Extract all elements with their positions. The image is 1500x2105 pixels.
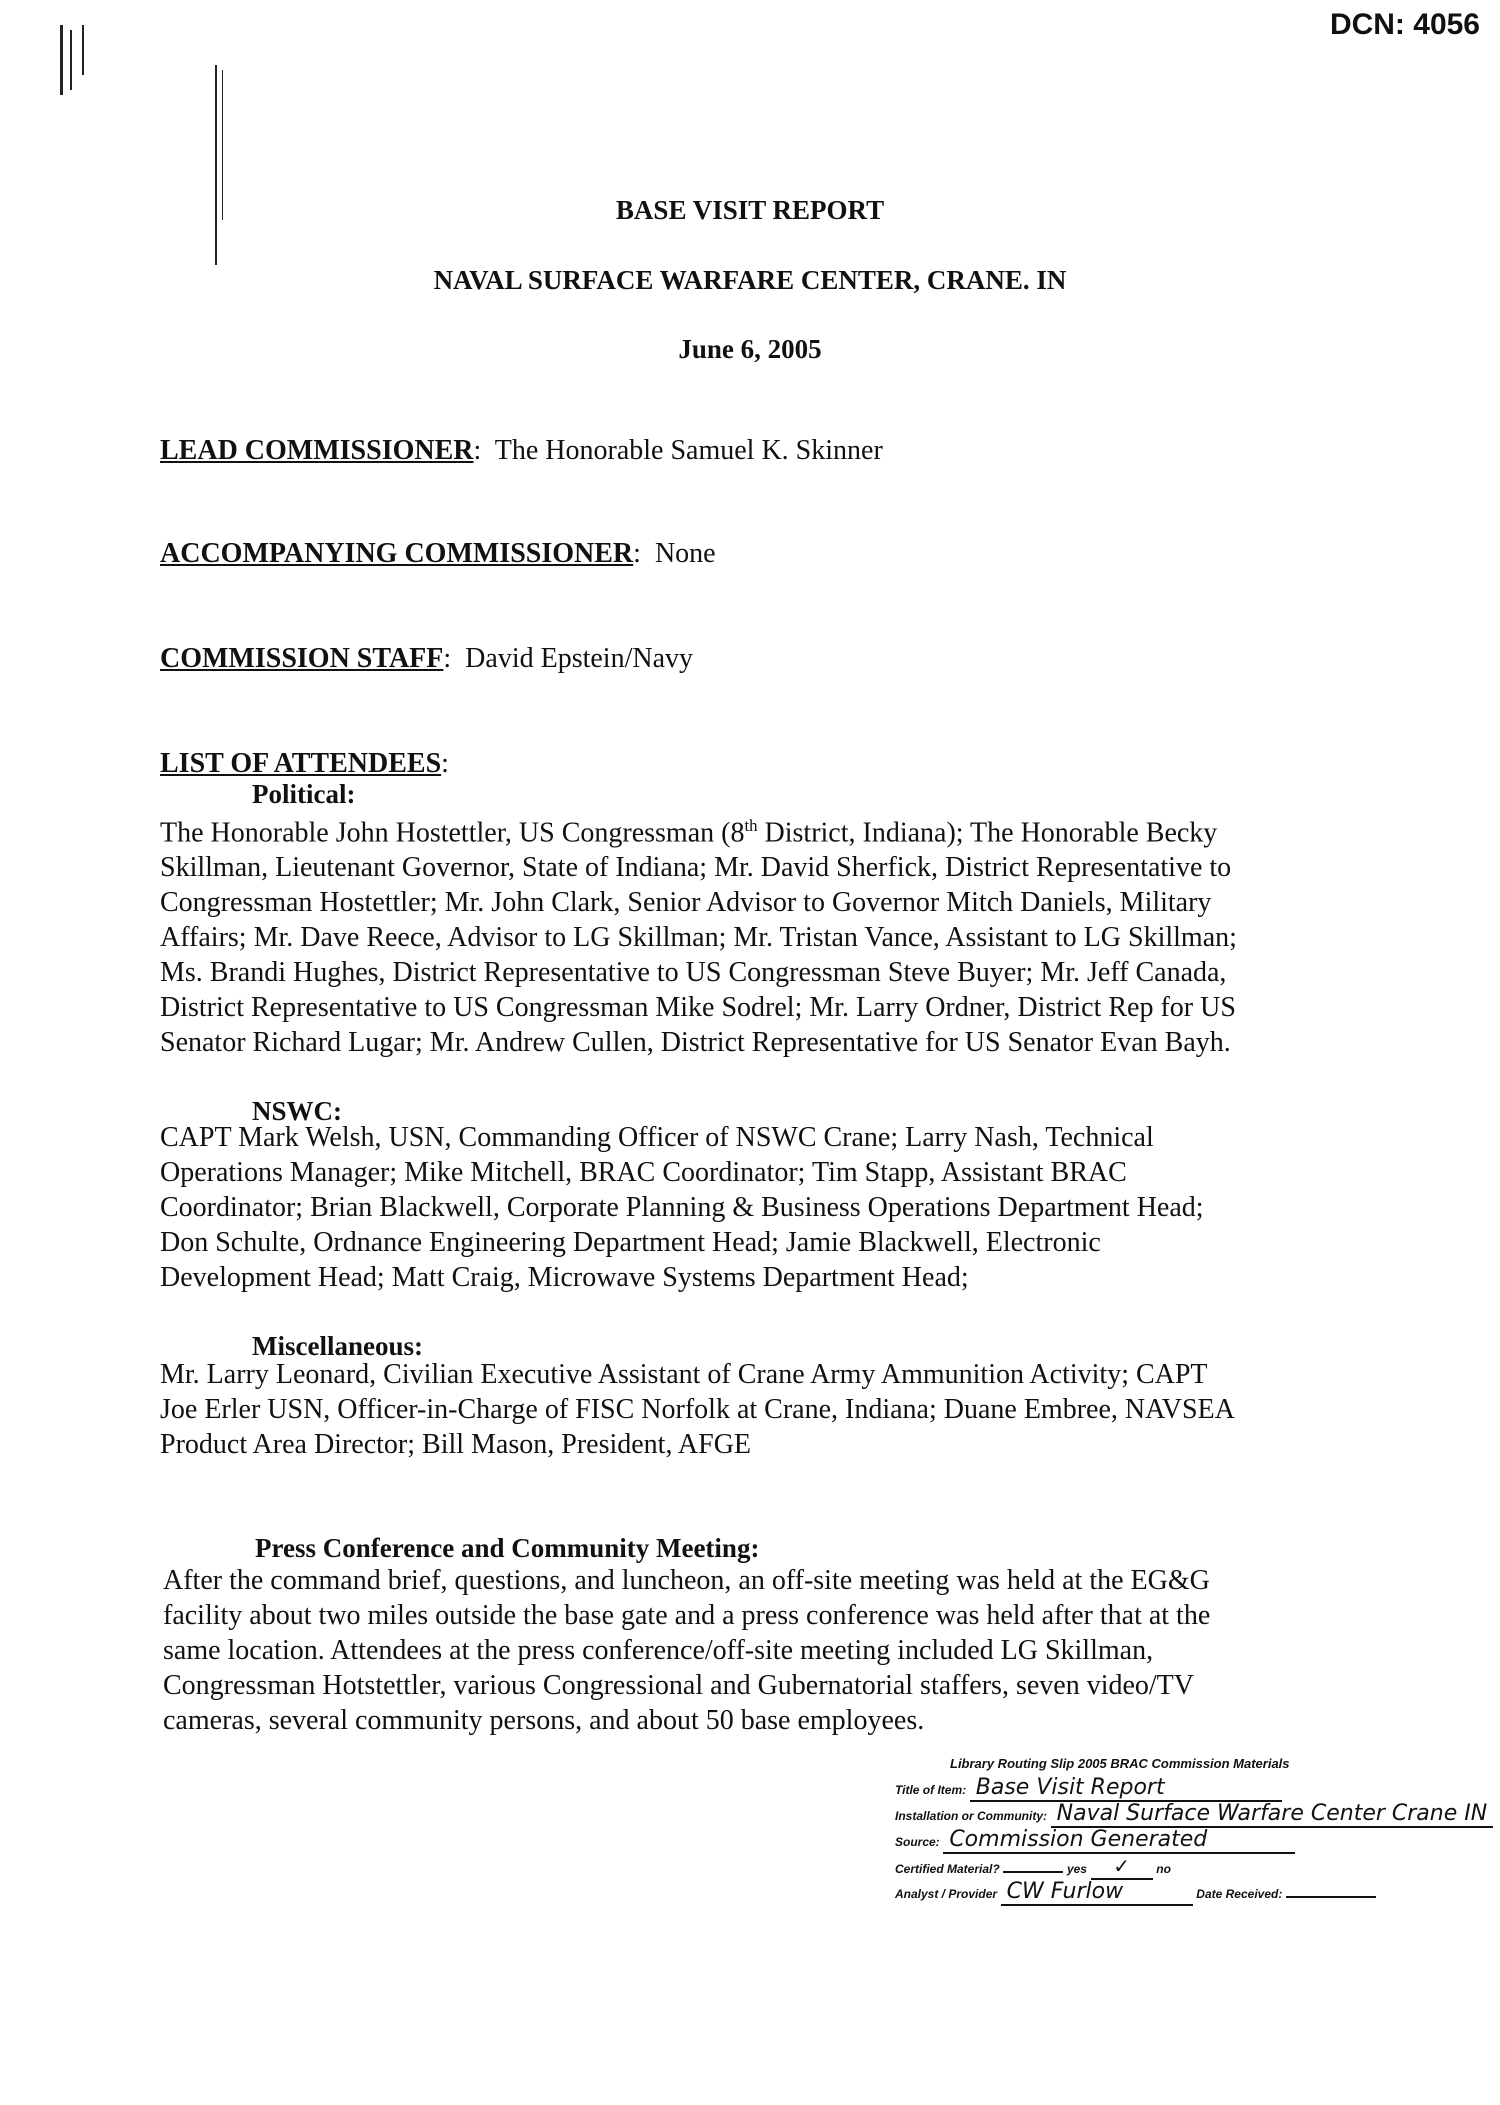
- text-line: Skillman, Lieutenant Governor, State of Indiana; Mr. David Sherfick, District Representative to: [160, 852, 1232, 884]
- slip-title-value: Base Visit Report: [970, 1776, 1282, 1802]
- text-line: After the command brief, questions, and luncheon, an off-site meeting was held at the EG&G: [163, 1565, 1210, 1596]
- text-line: The Honorable John Hostettler, US Congressman (8th District, Indiana); The Honorable Becky: [160, 816, 1218, 849]
- commission-staff: COMMISSION STAFF: David Epstein/Navy: [160, 643, 694, 674]
- slip-certified-row: [895, 1854, 1493, 1880]
- lead-commissioner: LEAD COMMISSIONER: The Honorable Samuel K. Skinner: [160, 435, 883, 466]
- text-line: Don Schulte, Ordnance Engineering Department Head; Jamie Blackwell, Electronic: [160, 1227, 1101, 1258]
- accompanying-commissioner: ACCOMPANYING COMMISSIONER: None: [160, 538, 716, 569]
- text-line: Joe Erler USN, Officer-in-Charge of FISC Norfolk at Crane, Indiana; Duane Embree, NAVSEA: [160, 1394, 1235, 1425]
- scan-artifact: [215, 65, 217, 265]
- lead-commissioner-value: The Honorable Samuel K. Skinner: [494, 435, 883, 466]
- date-received-blank: [1286, 1896, 1376, 1898]
- slip-title-row: [895, 1776, 1493, 1802]
- attendees-label: LIST OF ATTENDEES: [160, 748, 442, 779]
- slip-certified-label: Certified Material?: [895, 1862, 1000, 1876]
- slip-no-label: no: [1156, 1862, 1171, 1876]
- press-paragraph: [163, 1563, 1210, 1738]
- text-line: Development Head; Matt Craig, Microwave Systems Department Head;: [160, 1262, 969, 1293]
- text-line: facility about two miles outside the base gate and a press conference was held after that at the: [163, 1600, 1211, 1631]
- nswc-heading: NSWC:: [252, 1096, 343, 1126]
- text-line: Congressman Hostettler; Mr. John Clark, Senior Advisor to Governor Mitch Daniels, Military: [160, 887, 1212, 919]
- text-line: Operations Manager; Mike Mitchell, BRAC Coordinator; Tim Stapp, Assistant BRAC: [160, 1157, 1127, 1188]
- library-routing-slip: [895, 1756, 1493, 1906]
- text-line: District Representative to US Congressman Mike Sodrel; Mr. Larry Ordner, District Rep for US: [160, 992, 1236, 1024]
- slip-installation-label: Installation or Community:: [895, 1809, 1048, 1823]
- commission-staff-label: COMMISSION STAFF: [160, 643, 444, 674]
- text-line: cameras, several community persons, and about 50 base employees.: [163, 1705, 925, 1736]
- certified-check-mark: ✓: [1091, 1854, 1153, 1880]
- report-date: June 6, 2005: [678, 334, 822, 364]
- misc-heading: Miscellaneous:: [252, 1331, 423, 1361]
- text-line: same location. Attendees at the press conference/off-site meeting included LG Skillman,: [163, 1635, 1154, 1666]
- slip-title-label: Title of Item:: [895, 1783, 967, 1797]
- slip-date-received-label: Date Received:: [1196, 1887, 1283, 1901]
- scan-artifact: [60, 25, 63, 95]
- text-line: Product Area Director; Bill Mason, President, AFGE: [160, 1429, 752, 1460]
- press-heading: Press Conference and Community Meeting:: [255, 1533, 760, 1563]
- text-line: CAPT Mark Welsh, USN, Commanding Officer of NSWC Crane; Larry Nash, Technical: [160, 1122, 1154, 1153]
- text-line: Mr. Larry Leonard, Civilian Executive Assistant of Crane Army Ammunition Activity; CAPT: [160, 1359, 1208, 1390]
- political-paragraph: [160, 808, 1237, 1060]
- text-line: Ms. Brandi Hughes, District Representative to US Congressman Steve Buyer; Mr. Jeff Canada,: [160, 957, 1227, 989]
- slip-installation-row: [895, 1802, 1493, 1828]
- misc-paragraph: [160, 1357, 1235, 1462]
- slip-source-label: Source:: [895, 1835, 940, 1849]
- report-title: BASE VISIT REPORT: [615, 195, 885, 225]
- text-line: Senator Richard Lugar; Mr. Andrew Cullen, District Representative for US Senator Evan Bayh.: [160, 1027, 1231, 1059]
- accompanying-commissioner-label: ACCOMPANYING COMMISSIONER: [160, 538, 634, 569]
- text-line: Congressman Hotstettler, various Congressional and Gubernatorial staffers, seven video/TV: [163, 1670, 1195, 1701]
- document-control-number: DCN: 4056: [1329, 8, 1480, 41]
- text-line: Coordinator; Brian Blackwell, Corporate Planning & Business Operations Department Head;: [160, 1192, 1204, 1223]
- political-heading: Political:: [252, 779, 356, 809]
- slip-installation-value: Naval Surface Warfare Center Crane IN: [1051, 1802, 1494, 1828]
- commission-staff-value: David Epstein/Navy: [465, 643, 694, 674]
- slip-source-row: [895, 1828, 1493, 1854]
- slip-analyst-row: [895, 1880, 1493, 1906]
- nswc-paragraph: [160, 1120, 1204, 1295]
- slip-source-value: Commission Generated: [943, 1828, 1295, 1854]
- slip-analyst-label: Analyst / Provider: [895, 1887, 998, 1901]
- scan-artifact: [82, 25, 84, 75]
- scan-artifact: [70, 30, 72, 90]
- report-subtitle: NAVAL SURFACE WARFARE CENTER, CRANE. IN: [433, 265, 1067, 295]
- attendees-heading: LIST OF ATTENDEES:: [160, 748, 449, 779]
- slip-header: Library Routing Slip 2005 BRAC Commission Materials: [950, 1756, 1290, 1771]
- text-line: Affairs; Mr. Dave Reece, Advisor to LG Skillman; Mr. Tristan Vance, Assistant to LG Skillman;: [160, 922, 1237, 954]
- lead-commissioner-label: LEAD COMMISSIONER: [160, 435, 474, 466]
- accompanying-commissioner-value: None: [654, 538, 716, 569]
- slip-analyst-value: CW Furlow: [1001, 1880, 1193, 1906]
- slip-yes-label: yes: [1066, 1862, 1087, 1876]
